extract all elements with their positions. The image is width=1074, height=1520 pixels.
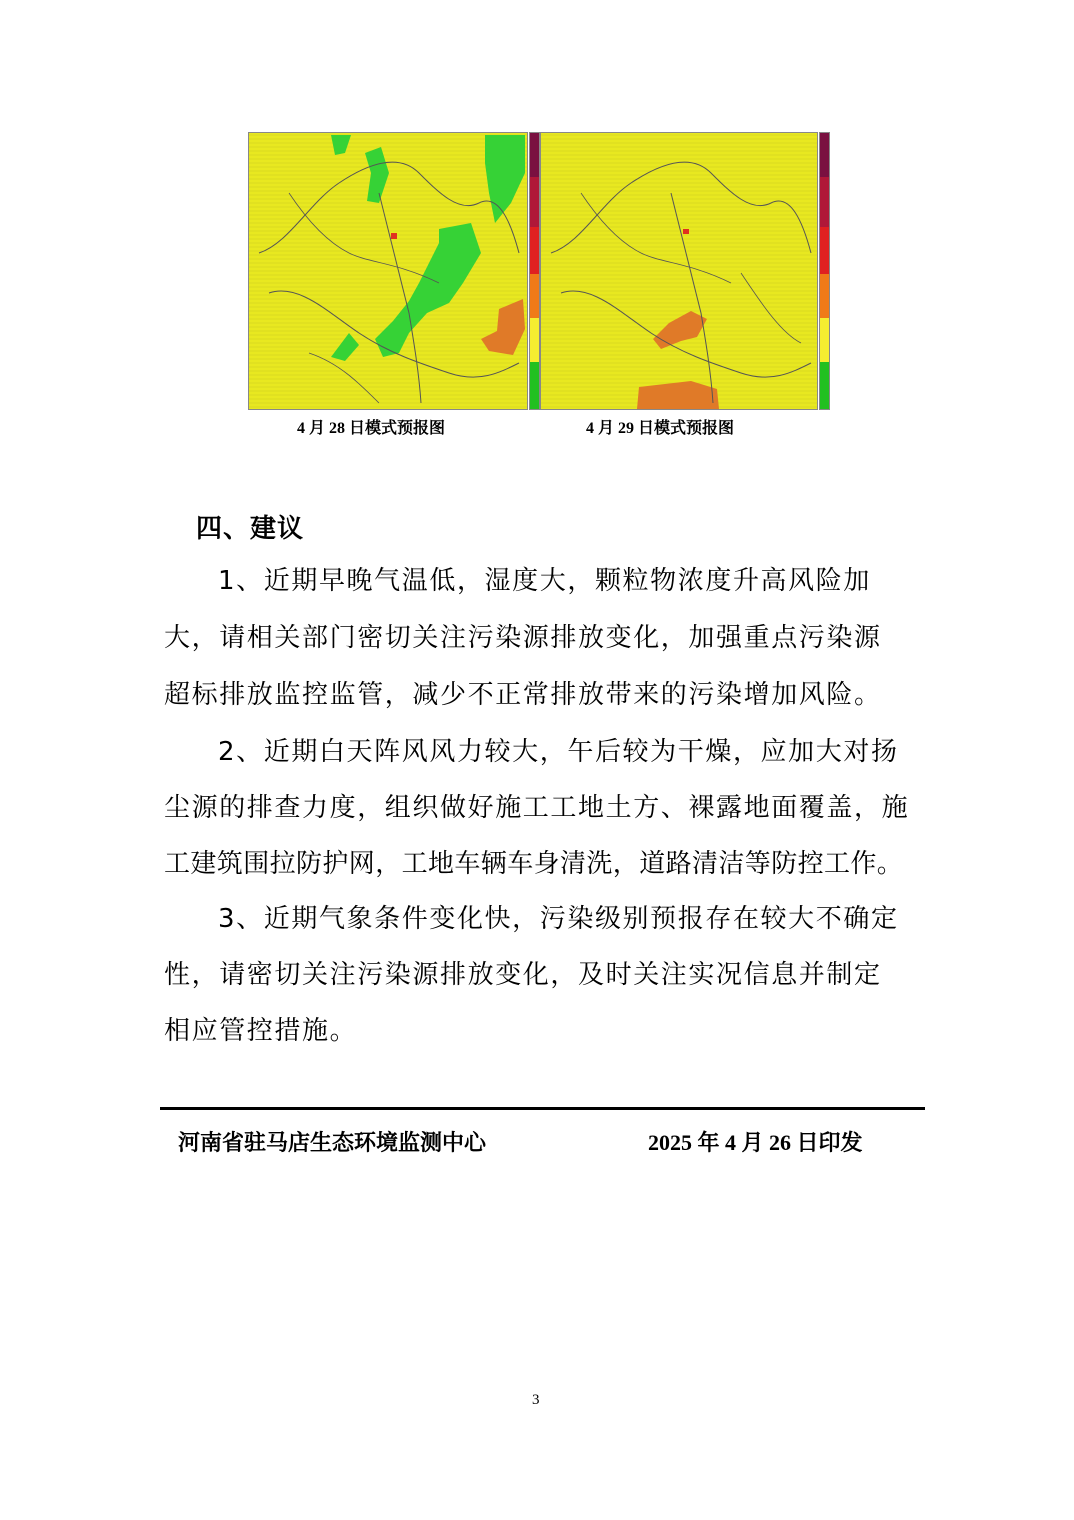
issue-date: 2025 年 4 月 26 日印发: [648, 1130, 863, 1155]
paragraph-2-line-1: 2、近期白天阵风风力较大，午后较为干燥，应加大对扬: [218, 737, 899, 767]
color-legend-bar-2: [819, 132, 830, 410]
red-spot: [683, 229, 689, 234]
map-4-29-graphic: [541, 133, 817, 409]
map-caption-4-29: 4 月 29 日模式预报图: [586, 420, 735, 437]
paragraph-3-line-2: 性，请密切关注污染源排放变化，及时关注实况信息并制定: [164, 960, 882, 990]
footer-rule: [160, 1107, 925, 1110]
paragraph-3-line-1: 3、近期气象条件变化快，污染级别预报存在较大不确定: [218, 904, 899, 934]
page-number: 3: [532, 1392, 540, 1408]
forecast-map-4-28: [248, 132, 528, 410]
map-4-28-graphic: [249, 133, 527, 409]
paragraph-1-line-2: 大，请相关部门密切关注污染源排放变化，加强重点污染源: [164, 623, 882, 653]
paragraph-1-line-1: 1、近期早晚气温低，湿度大，颗粒物浓度升高风险加: [218, 566, 871, 596]
map-caption-4-28: 4 月 28 日模式预报图: [297, 420, 446, 437]
color-legend-bar-1: [529, 132, 540, 410]
paragraph-2-line-3: 工建筑围拉防护网，工地车辆车身清洗，道路清洁等防控工作。: [164, 849, 904, 879]
paragraph-3-line-3: 相应管控措施。: [164, 1016, 358, 1046]
paragraph-2-line-2: 尘源的排查力度，组织做好施工工地土方、裸露地面覆盖，施: [164, 793, 910, 823]
paragraph-1-line-3: 超标排放监控监管，减少不正常排放带来的污染增加风险。: [164, 680, 882, 710]
red-spot: [391, 233, 397, 239]
issuing-organization: 河南省驻马店生态环境监测中心: [178, 1131, 487, 1156]
section-heading: 四、建议: [196, 514, 305, 544]
forecast-map-4-29: [540, 132, 818, 410]
